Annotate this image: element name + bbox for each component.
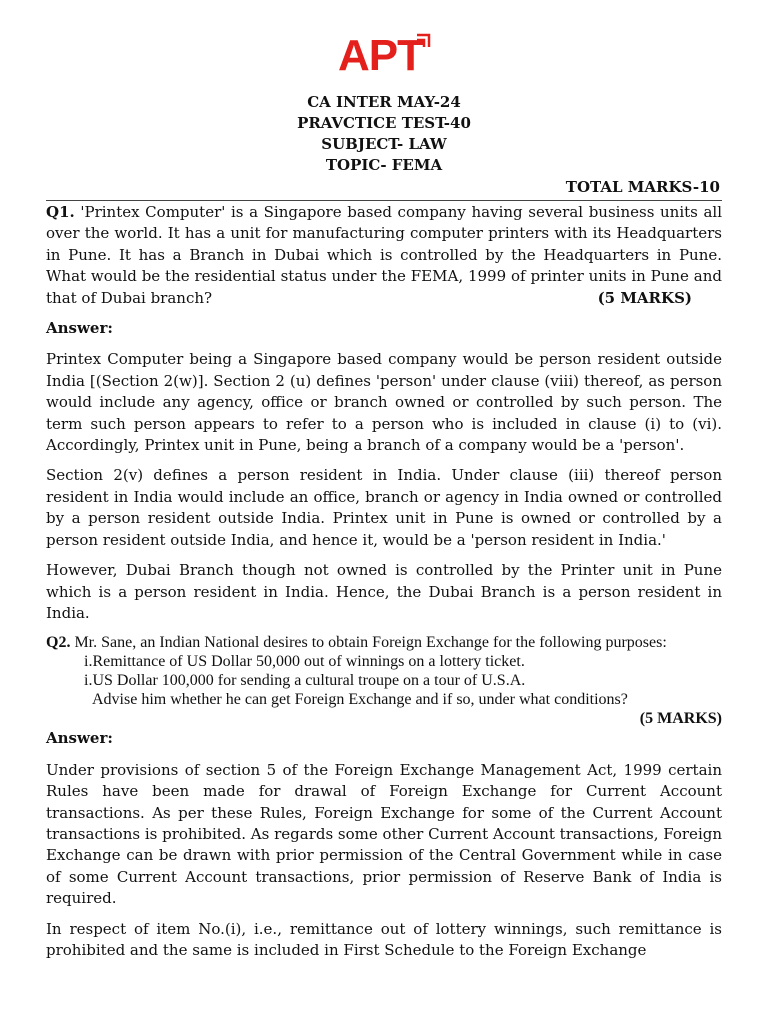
answer-2-label: Answer: bbox=[46, 729, 113, 748]
question-1-text: 'Printex Computer' is a Singapore based company having several business units all over the world. It has a unit for manufacturing computer printers with its Headquarters in Pune. It has a Branch in Dubai which is controlled by the Headquarters in Pune. What would be the residential status under the FEMA, 1999 of printer units in Pune and that of Dubai branch? bbox=[46, 203, 722, 307]
question-2-text: Mr. Sane, an Indian National desires to obtain Foreign Exchange for the following purposes: bbox=[74, 634, 667, 652]
question-1 bbox=[46, 202, 722, 309]
answer-1-paragraph: Printex Computer being a Singapore based company would be person resident outside India [(Section 2(w)]. Section 2 (u) defines 'person' under clause (viii) thereof, as person would include any agency, office or branch owned or controlled by such person. The term such person appears to refer to a person who is included in clause (i) to (vi). Accordingly, Printex unit in Pune, being a branch of a company would be a 'person'. bbox=[46, 350, 722, 455]
exam-title: CA INTER MAY-24 bbox=[307, 93, 461, 111]
apt-logo bbox=[338, 32, 432, 82]
question-2-item: i.US Dollar 100,000 for sending a cultural troupe on a tour of U.S.A. bbox=[84, 672, 526, 690]
logo-text: APT bbox=[338, 31, 423, 80]
answer-1-paragraph: Section 2(v) defines a person resident in India. Under clause (iii) thereof person resident in India would include an office, branch or agency in India owned or controlled by a person resident outside India. Printex unit in Pune is owned or controlled by a person resident outside India, and hence it, would be a 'person resident in India.' bbox=[46, 466, 722, 549]
question-2 bbox=[46, 633, 722, 728]
logo-corner-arrow-icon bbox=[414, 32, 432, 50]
answer-2-paragraph: In respect of item No.(i), i.e., remittance out of lottery winnings, such remittance is prohibited and the same is included in First Schedule to the Foreign Exchange bbox=[46, 919, 722, 959]
topic-title: TOPIC- FEMA bbox=[325, 156, 443, 174]
question-1-label: Q1. bbox=[46, 203, 75, 221]
answer-2-paragraph: Under provisions of section 5 of the Foreign Exchange Management Act, 1999 certain Rules have been made for drawal of Foreign Exchange for Current Account transactions. As per these Rules, Foreign Exchange for some of the Current Account transactions is prohibited. As regards some other Current Account transactions, Foreign Exchange can be drawn with prior permission of the Central Government while in case of some Current Account transactions, prior permission of Reserve Bank of India is required. bbox=[46, 760, 722, 908]
subject-title: SUBJECT- LAW bbox=[321, 135, 447, 153]
document-header bbox=[0, 92, 768, 176]
answer-1-label: Answer: bbox=[46, 319, 113, 338]
test-title: PRAVCTICE TEST-40 bbox=[297, 114, 471, 132]
question-2-label: Q2. bbox=[46, 634, 71, 652]
answer-1-paragraph: However, Dubai Branch though not owned is controlled by the Printer unit in Pune which is a person resident in India. Hence, the Dubai Branch is a person resident in India. bbox=[46, 561, 722, 622]
question-2-advise: Advise him whether he can get Foreign Exchange and if so, under what conditions? bbox=[92, 691, 628, 709]
question-1-marks: (5 MARKS) bbox=[597, 288, 692, 307]
header-divider bbox=[46, 200, 722, 201]
document-body bbox=[46, 202, 722, 970]
question-2-marks: (5 MARKS) bbox=[639, 710, 722, 728]
question-2-item: i.Remittance of US Dollar 50,000 out of winnings on a lottery ticket. bbox=[84, 653, 525, 671]
total-marks: TOTAL MARKS-10 bbox=[565, 178, 720, 196]
